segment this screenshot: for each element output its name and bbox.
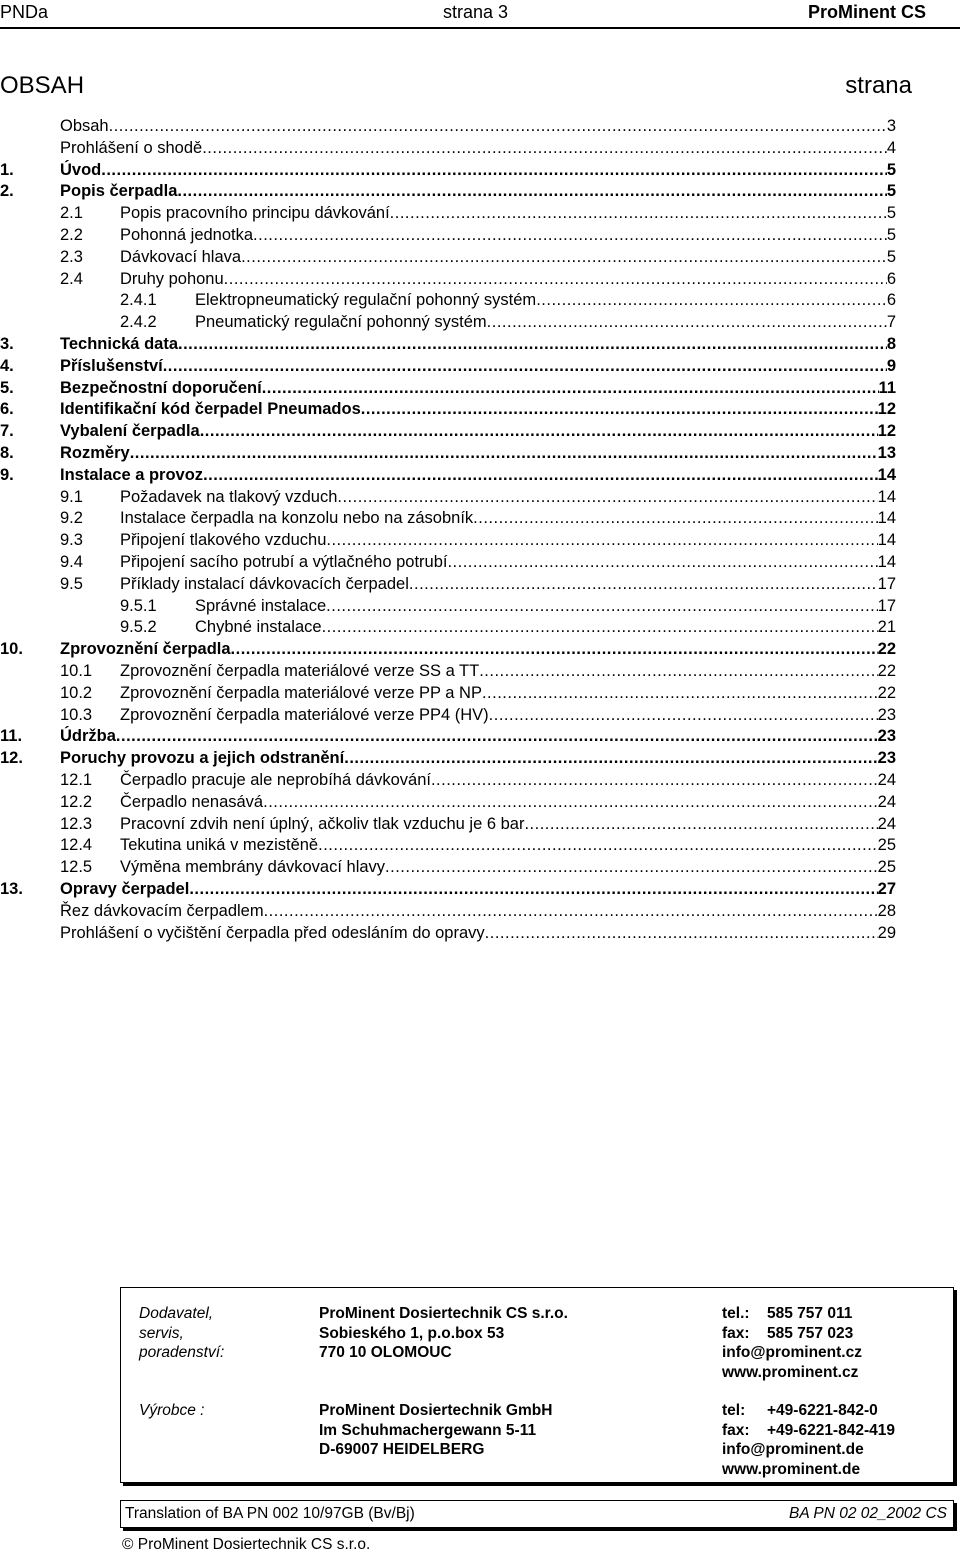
toc-entry-page: 14 <box>877 487 896 506</box>
supplier-fax: 585 757 023 <box>767 1324 854 1342</box>
toc-entry-title: Prohlášení o shodě <box>60 138 203 157</box>
manufacturer-name: ProMinent Dosiertechnik GmbH <box>319 1402 553 1419</box>
toc-entry-number: 12.5 <box>60 858 93 877</box>
toc-entry[interactable] <box>0 311 960 333</box>
toc-entry-page: 25 <box>877 858 896 877</box>
toc-entry-title: Instalace čerpadla na konzolu nebo na zásobník <box>120 509 474 528</box>
toc-entry-number: 9.5 <box>60 574 83 593</box>
toc-entry-page: 17 <box>877 596 896 615</box>
toc-entry[interactable] <box>0 202 960 224</box>
toc-entry-title: Zprovoznění čerpadla materiálové verze SS a TT <box>120 662 480 680</box>
toc-entry-title: Příklady instalací dávkovacích čerpadel <box>120 574 409 593</box>
manufacturer-fax: +49-6221-842-419 <box>767 1421 895 1439</box>
toc-entry[interactable] <box>0 922 960 944</box>
toc-dot-leader <box>178 333 887 355</box>
toc-entry[interactable] <box>0 224 960 246</box>
toc-entry-page: 14 <box>877 465 896 484</box>
toc-entry-page: 12 <box>877 400 896 419</box>
manufacturer-address: Im Schuhmachergewann 5-11 <box>319 1421 537 1439</box>
toc-dot-leader <box>202 137 887 159</box>
toc-entry-number: 7. <box>0 422 14 441</box>
toc-entry-title: Zprovoznění čerpadla <box>60 640 231 659</box>
manufacturer-fax-label: fax: <box>722 1421 750 1439</box>
toc-entry-title: Řez dávkovacím čerpadlem <box>60 901 264 920</box>
toc-dot-leader <box>337 486 877 508</box>
toc-entry-page: 29 <box>877 923 896 942</box>
toc-entry-number: 12.4 <box>60 836 93 855</box>
toc-entry[interactable] <box>0 333 960 355</box>
toc-entry[interactable] <box>0 355 960 377</box>
toc-dot-leader <box>262 377 879 399</box>
header-page-number: strana 3 <box>443 2 509 22</box>
toc-entry-title: Výměna membrány dávkovací hlavy <box>120 858 386 877</box>
manufacturer-email: info@prominent.de <box>722 1441 864 1458</box>
toc-dot-leader <box>200 420 878 442</box>
toc-dot-leader <box>487 311 887 333</box>
toc-dot-leader <box>264 900 878 922</box>
toc-entry[interactable] <box>0 420 960 442</box>
toc-entry[interactable] <box>0 682 960 704</box>
toc-entry-page: 5 <box>886 226 896 244</box>
toc-dot-leader <box>322 616 878 638</box>
toc-dot-leader <box>409 573 878 595</box>
toc-entry-number: 10. <box>0 640 23 659</box>
toc-entry-title: Čerpadlo pracuje ale neprobíhá dávkování <box>120 771 431 789</box>
supplier-city: 770 10 OLOMOUC <box>319 1344 452 1361</box>
toc-entry-title: Pracovní zdvih není úplný, ačkoliv tlak vzduchu je 6 bar <box>120 814 525 833</box>
manufacturer-label: Výrobce : <box>139 1402 205 1419</box>
toc-dot-leader <box>177 180 886 202</box>
toc-entry-number: 3. <box>0 335 14 353</box>
toc-entry[interactable] <box>0 246 960 268</box>
toc-dot-leader <box>536 289 887 311</box>
toc-entry-number: 9. <box>0 465 14 484</box>
toc-entry[interactable] <box>0 813 960 835</box>
toc-entry[interactable] <box>0 769 960 791</box>
toc-entry[interactable] <box>0 856 960 878</box>
toc-entry-title: Rozměry <box>60 444 130 462</box>
toc-entry-page: 12 <box>877 422 896 441</box>
supplier-tel-label: tel.: <box>722 1305 750 1322</box>
toc-entry-page: 13 <box>877 444 896 462</box>
toc-entry-title: Připojení sacího potrubí a výtlačného potrubí <box>120 553 448 571</box>
header-company: ProMinent CS <box>807 2 926 22</box>
supplier-email: info@prominent.cz <box>722 1344 862 1361</box>
toc-entry-page: 5 <box>886 160 896 179</box>
toc-entry-number: 12.2 <box>60 792 93 811</box>
toc-title: OBSAH <box>0 72 85 99</box>
toc-entry-number: 2.4.2 <box>120 313 157 332</box>
toc-entry[interactable] <box>0 115 960 137</box>
toc-entry-number: 2.4.1 <box>120 291 157 310</box>
toc-entry[interactable] <box>0 507 960 529</box>
toc-entry-page: 3 <box>886 117 896 135</box>
toc-entry[interactable] <box>0 900 960 922</box>
toc-dot-leader <box>489 704 878 726</box>
toc-entry-number: 4. <box>0 356 14 375</box>
toc-dot-leader <box>390 202 887 224</box>
toc-entry[interactable] <box>0 878 960 900</box>
toc-entry-number: 2. <box>0 182 14 201</box>
toc-entry-page: 23 <box>877 727 896 746</box>
toc-entry-page: 27 <box>877 880 896 898</box>
manufacturer-tel: +49-6221-842-0 <box>767 1402 878 1419</box>
manufacturer-city: D-69007 HEIDELBERG <box>319 1441 485 1458</box>
toc-entry-page: 23 <box>877 749 896 768</box>
header-doc-code: PNDa <box>0 2 49 22</box>
toc-entry-title: Bezpečnostní doporučení <box>60 378 262 397</box>
toc-entry-title: Čerpadlo nenasává <box>120 792 264 811</box>
toc-entry-number: 10.2 <box>60 683 93 702</box>
toc-entry-title: Identifikační kód čerpadel Pneumados <box>60 400 361 419</box>
toc-entry-page: 4 <box>886 138 896 157</box>
page-header <box>0 0 960 29</box>
toc-dot-leader <box>241 246 887 268</box>
toc-entry-page: 5 <box>886 247 896 266</box>
toc-entry-title: Úvod <box>60 160 102 179</box>
toc-dot-leader <box>263 791 878 813</box>
toc-entry-title: Pneumatický regulační pohonný systém <box>195 313 487 332</box>
toc-entry-number: 1. <box>0 160 14 179</box>
toc-entry[interactable] <box>0 834 960 856</box>
toc-entry-title: Chybné instalace <box>195 618 322 637</box>
toc-entry-page: 11 <box>878 378 896 397</box>
toc-entry[interactable] <box>0 180 960 202</box>
toc-entry[interactable] <box>0 529 960 551</box>
toc-entry-page: 23 <box>877 705 896 724</box>
toc-entry-page: 14 <box>877 531 896 550</box>
toc-dot-leader <box>109 115 887 137</box>
toc-entry-page: 14 <box>877 553 896 571</box>
supplier-web: www.prominent.cz <box>722 1363 859 1381</box>
toc-dot-leader <box>361 398 878 420</box>
toc-entry-title: Prohlášení o vyčištění čerpadla před odesláním do opravy <box>60 923 485 942</box>
toc-dot-leader <box>431 769 878 791</box>
toc-entry-number: 13. <box>0 880 23 898</box>
toc-entry-page: 5 <box>886 182 896 201</box>
toc-entry-number: 9.4 <box>60 553 83 571</box>
toc-entry-number: 12. <box>0 749 23 768</box>
toc-entry-page: 22 <box>877 640 896 659</box>
toc-dot-leader <box>189 878 877 900</box>
toc-entry-page: 7 <box>886 313 896 332</box>
toc-entry[interactable] <box>0 377 960 399</box>
toc-entry-page: 22 <box>877 662 896 680</box>
toc-dot-leader <box>163 355 887 377</box>
toc-entry-page: 21 <box>877 618 896 637</box>
toc-entry-title: Druhy pohonu <box>120 269 224 288</box>
toc-entry-title: Technická data <box>60 335 178 353</box>
toc-dot-leader <box>116 725 878 747</box>
toc-dot-leader <box>326 529 877 551</box>
copyright: © ProMinent Dosiertechnik CS s.r.o. <box>122 1536 371 1553</box>
manufacturer-tel-label: tel: <box>722 1402 746 1419</box>
supplier-label-3: poradenství: <box>139 1344 225 1361</box>
manufacturer-web: www.prominent.de <box>722 1460 861 1478</box>
toc-dot-leader <box>101 159 887 181</box>
toc-entry-title: Opravy čerpadel <box>60 880 190 898</box>
toc-entry-page: 8 <box>886 335 896 353</box>
toc-entry-page: 24 <box>877 814 896 833</box>
toc-entry-title: Dávkovací hlava <box>120 247 242 266</box>
toc-dot-leader <box>385 856 878 878</box>
toc-entry[interactable] <box>0 137 960 159</box>
toc-entry-title: Tekutina uniká v mezistěně <box>120 836 319 855</box>
translation-box <box>120 1500 954 1528</box>
toc-entry[interactable] <box>0 660 960 682</box>
toc-entry-number: 2.4 <box>60 269 83 288</box>
toc-entry-title: Požadavek na tlakový vzduch <box>120 487 338 506</box>
toc-entry-title: Obsah <box>60 117 109 135</box>
toc-entry-number: 9.1 <box>60 487 83 506</box>
toc-entry-number: 8. <box>0 444 14 462</box>
toc-entry[interactable] <box>0 551 960 573</box>
toc-entry-number: 12.3 <box>60 814 93 833</box>
toc-entry-title: Elektropneumatický regulační pohonný systém <box>195 291 537 310</box>
toc-entry-page: 17 <box>877 574 896 593</box>
toc-dot-leader <box>130 442 878 464</box>
toc-dot-leader <box>253 224 887 246</box>
toc-entry-number: 2.1 <box>60 204 83 223</box>
toc-entry[interactable] <box>0 289 960 311</box>
contact-box <box>120 1287 954 1483</box>
toc-entry-title: Údržba <box>60 727 116 746</box>
toc-entry-page: 14 <box>877 509 896 528</box>
toc-dot-leader <box>473 507 877 529</box>
toc-entry-number: 10.1 <box>60 662 93 680</box>
toc-entry-number: 11. <box>0 727 23 746</box>
supplier-name: ProMinent Dosiertechnik CS s.r.o. <box>319 1305 568 1322</box>
toc-entry[interactable] <box>0 268 960 290</box>
toc-dot-leader <box>203 464 878 486</box>
toc-page-column-label: strana <box>845 72 912 99</box>
toc-entry-number: 9.2 <box>60 509 83 528</box>
toc-entry-title: Vybalení čerpadla <box>60 422 200 441</box>
toc-entry-page: 28 <box>877 901 896 920</box>
toc-entry[interactable] <box>0 791 960 813</box>
toc-entry-number: 2.2 <box>60 226 83 244</box>
toc-dot-leader <box>485 922 878 944</box>
toc-entry-number: 2.3 <box>60 247 83 266</box>
toc-entry-title: Popis pracovního principu dávkování <box>120 204 390 223</box>
toc-entry-page: 24 <box>877 792 896 811</box>
toc-entry[interactable] <box>0 398 960 420</box>
toc-dot-leader <box>326 595 877 617</box>
toc-entry[interactable] <box>0 725 960 747</box>
toc-dot-leader <box>479 660 877 682</box>
toc-entry-page: 6 <box>886 291 896 310</box>
toc-entry-title: Zprovoznění čerpadla materiálové verze PP4 (HV) <box>120 705 489 724</box>
toc-entry[interactable] <box>0 486 960 508</box>
toc-entry[interactable] <box>0 573 960 595</box>
toc-entry-page: 6 <box>886 269 896 288</box>
toc-entry-number: 10.3 <box>60 705 93 724</box>
document-code: BA PN 02 02_2002 CS <box>789 1505 947 1522</box>
toc-entry-title: Poruchy provozu a jejich odstranění <box>60 749 345 768</box>
toc-entry-number: 9.3 <box>60 531 83 550</box>
toc-entry-number: 9.5.1 <box>120 596 157 615</box>
toc-dot-leader <box>524 813 877 835</box>
toc-entry-number: 9.5.2 <box>120 618 157 637</box>
toc-entry[interactable] <box>0 616 960 638</box>
toc-entry-page: 24 <box>877 771 896 789</box>
supplier-tel: 585 757 011 <box>767 1305 853 1322</box>
toc-entry-title: Připojení tlakového vzduchu <box>120 531 327 550</box>
toc-entry-page: 5 <box>886 204 896 223</box>
supplier-address: Sobieského 1, p.o.box 53 <box>319 1324 505 1342</box>
toc-entry[interactable] <box>0 159 960 181</box>
toc-entry[interactable] <box>0 464 960 486</box>
toc-entry-title: Správné instalace <box>195 596 327 615</box>
toc-entry-page: 22 <box>877 683 896 702</box>
supplier-label-1: Dodavatel, <box>139 1305 214 1322</box>
toc-entry-number: 12.1 <box>60 771 93 789</box>
toc-entry-title: Zprovoznění čerpadla materiálové verze PP a NP <box>120 683 482 702</box>
toc-entry-number: 6. <box>0 400 14 419</box>
toc-entry[interactable] <box>0 704 960 726</box>
toc-entry[interactable] <box>0 747 960 769</box>
toc-dot-leader <box>344 747 877 769</box>
toc-dot-leader <box>318 834 878 856</box>
toc-entry-page: 25 <box>877 836 896 855</box>
toc-dot-leader <box>224 268 887 290</box>
toc-entry-title: Pohonná jednotka <box>120 226 254 244</box>
toc-entry-page: 9 <box>886 356 896 375</box>
toc-dot-leader <box>482 682 878 704</box>
toc-entry[interactable] <box>0 595 960 617</box>
toc-entry[interactable] <box>0 638 960 660</box>
supplier-fax-label: fax: <box>722 1324 750 1342</box>
toc-dot-leader <box>231 638 878 660</box>
toc-entry-title: Instalace a provoz <box>60 465 204 484</box>
toc-entry-title: Příslušenství <box>60 356 163 375</box>
toc-entry-number: 5. <box>0 378 14 397</box>
toc-dot-leader <box>447 551 877 573</box>
translation-source: Translation of BA PN 002 10/97GB (Bv/Bj) <box>125 1505 415 1522</box>
toc-entry[interactable] <box>0 442 960 464</box>
supplier-label-2: servis, <box>139 1324 184 1342</box>
toc-entry-title: Popis čerpadla <box>60 182 178 201</box>
